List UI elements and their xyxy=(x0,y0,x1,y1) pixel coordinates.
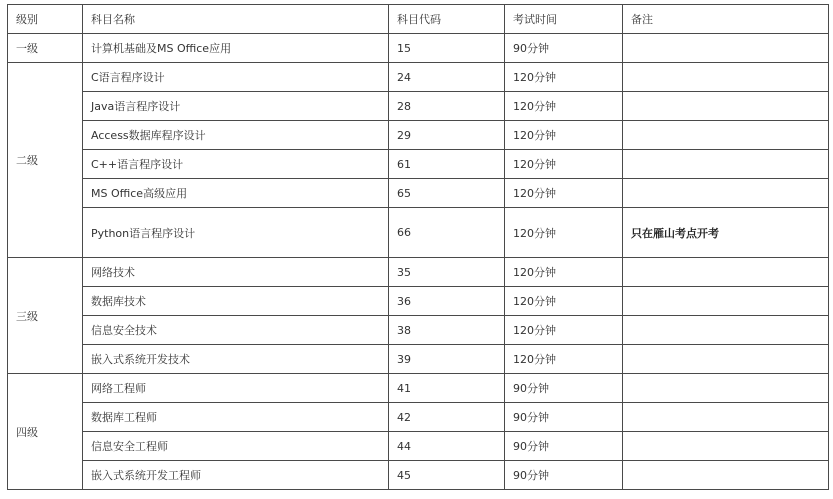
table-row xyxy=(8,403,829,432)
exam-time-cell: 120分钟 xyxy=(505,63,623,92)
table-row xyxy=(8,316,829,345)
table-row xyxy=(8,179,829,208)
remarks-cell: 只在雁山考点开考 xyxy=(623,208,829,258)
subject-code-cell: 66 xyxy=(389,208,505,258)
table-row xyxy=(8,374,829,403)
subject-name-cell: 嵌入式系统开发技术 xyxy=(83,345,389,374)
subject-name-cell: MS Office高级应用 xyxy=(83,179,389,208)
subject-name-cell: 网络工程师 xyxy=(83,374,389,403)
subject-code-cell: 39 xyxy=(389,345,505,374)
subject-code-cell: 65 xyxy=(389,179,505,208)
subject-code-cell: 45 xyxy=(389,461,505,490)
table-row xyxy=(8,92,829,121)
subject-name-cell: 信息安全工程师 xyxy=(83,432,389,461)
remarks-cell xyxy=(623,287,829,316)
subject-code-cell: 24 xyxy=(389,63,505,92)
exam-time-cell: 120分钟 xyxy=(505,345,623,374)
table-row xyxy=(8,258,829,287)
table-body xyxy=(8,5,829,490)
subject-code-cell: 42 xyxy=(389,403,505,432)
subject-name-cell: 嵌入式系统开发工程师 xyxy=(83,461,389,490)
subject-name-cell: C语言程序设计 xyxy=(83,63,389,92)
subject-code-cell: 29 xyxy=(389,121,505,150)
subject-code-cell: 41 xyxy=(389,374,505,403)
exam-time-cell: 90分钟 xyxy=(505,461,623,490)
table-header-row xyxy=(8,5,829,34)
remarks-cell xyxy=(623,374,829,403)
header-subject-name: 科目名称 xyxy=(83,5,389,34)
level-cell: 二级 xyxy=(8,63,83,258)
remarks-cell xyxy=(623,150,829,179)
subject-code-cell: 15 xyxy=(389,34,505,63)
exam-time-cell: 90分钟 xyxy=(505,403,623,432)
level-cell: 一级 xyxy=(8,34,83,63)
subject-name-cell: 网络技术 xyxy=(83,258,389,287)
exam-time-cell: 120分钟 xyxy=(505,150,623,179)
remarks-cell xyxy=(623,432,829,461)
header-level: 级别 xyxy=(8,5,83,34)
remarks-cell xyxy=(623,316,829,345)
subject-name-cell: Python语言程序设计 xyxy=(83,208,389,258)
header-exam-time: 考试时间 xyxy=(505,5,623,34)
subject-code-cell: 35 xyxy=(389,258,505,287)
exam-time-cell: 90分钟 xyxy=(505,34,623,63)
exam-time-cell: 90分钟 xyxy=(505,374,623,403)
subject-code-cell: 28 xyxy=(389,92,505,121)
table-row xyxy=(8,461,829,490)
exam-time-cell: 120分钟 xyxy=(505,258,623,287)
exam-time-cell: 120分钟 xyxy=(505,208,623,258)
subject-name-cell: 信息安全技术 xyxy=(83,316,389,345)
subject-name-cell: 计算机基础及MS Office应用 xyxy=(83,34,389,63)
level-cell: 三级 xyxy=(8,258,83,374)
subject-code-cell: 44 xyxy=(389,432,505,461)
header-remarks: 备注 xyxy=(623,5,829,34)
table-row xyxy=(8,34,829,63)
exam-time-cell: 120分钟 xyxy=(505,287,623,316)
subject-code-cell: 38 xyxy=(389,316,505,345)
exam-time-cell: 120分钟 xyxy=(505,92,623,121)
subject-name-cell: C++语言程序设计 xyxy=(83,150,389,179)
subject-code-cell: 36 xyxy=(389,287,505,316)
subject-name-cell: Access数据库程序设计 xyxy=(83,121,389,150)
remarks-cell xyxy=(623,63,829,92)
table-row xyxy=(8,121,829,150)
subject-name-cell: Java语言程序设计 xyxy=(83,92,389,121)
table-row xyxy=(8,150,829,179)
level-cell: 四级 xyxy=(8,374,83,490)
subject-name-cell: 数据库技术 xyxy=(83,287,389,316)
remarks-cell xyxy=(623,345,829,374)
exam-time-cell: 90分钟 xyxy=(505,432,623,461)
exam-time-cell: 120分钟 xyxy=(505,121,623,150)
remarks-cell xyxy=(623,258,829,287)
subject-code-cell: 61 xyxy=(389,150,505,179)
table-row xyxy=(8,345,829,374)
table-row xyxy=(8,432,829,461)
remarks-cell xyxy=(623,179,829,208)
subject-name-cell: 数据库工程师 xyxy=(83,403,389,432)
header-subject-code: 科目代码 xyxy=(389,5,505,34)
table-row xyxy=(8,208,829,258)
exam-subjects-table xyxy=(7,4,829,490)
remarks-cell xyxy=(623,92,829,121)
remarks-cell xyxy=(623,121,829,150)
table-row xyxy=(8,63,829,92)
exam-time-cell: 120分钟 xyxy=(505,179,623,208)
exam-time-cell: 120分钟 xyxy=(505,316,623,345)
remarks-cell xyxy=(623,461,829,490)
remarks-cell xyxy=(623,34,829,63)
table-row xyxy=(8,287,829,316)
remarks-cell xyxy=(623,403,829,432)
